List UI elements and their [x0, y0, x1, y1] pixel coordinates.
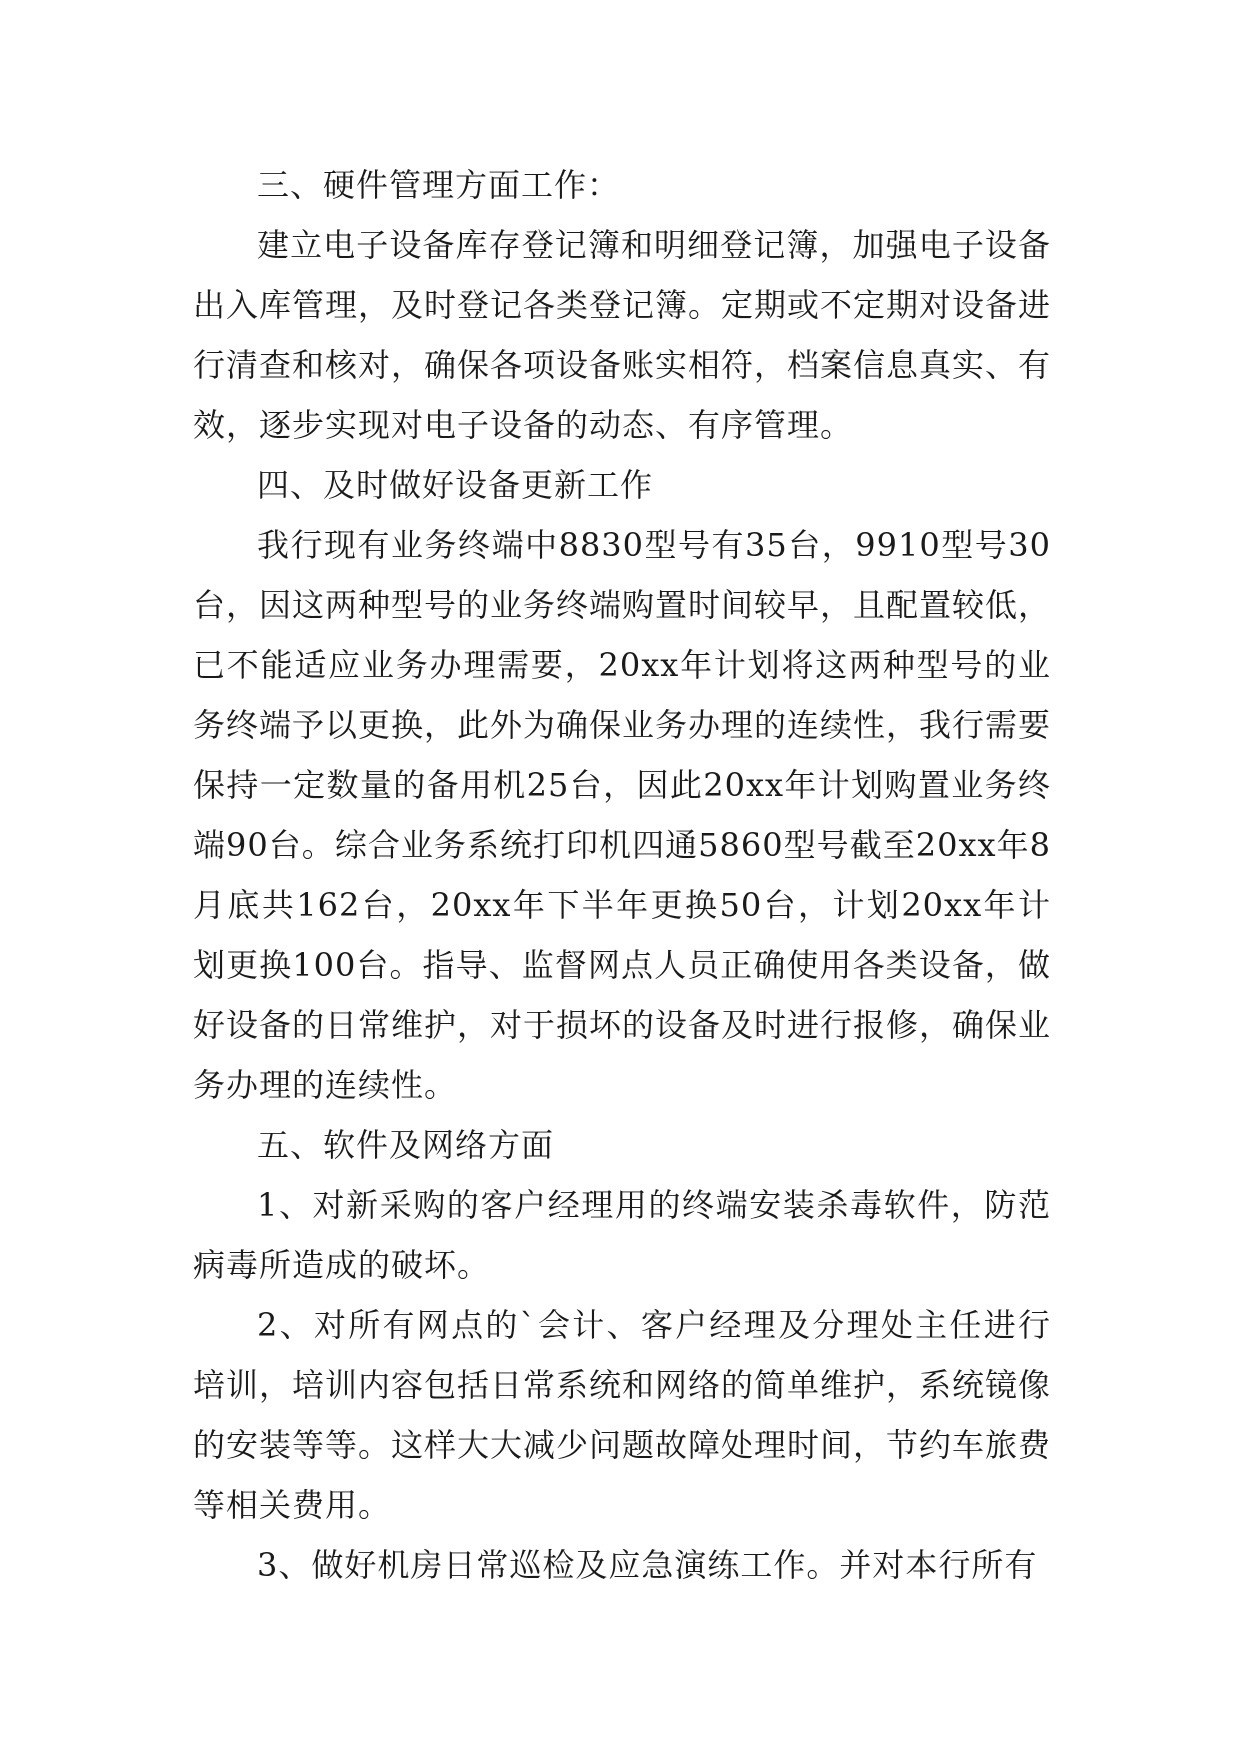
list-item-machine-room: 3、做好机房日常巡检及应急演练工作。并对本行所有 [257, 1546, 1038, 1584]
document-page [193, 155, 1051, 1595]
paragraph-hardware-registry: 建立电子设备库存登记簿和明细登记簿，加强电子设备出入库管理，及时登记各类登记簿。定期或不定期对设备进行清查和核对，确保各项设备账实相符，档案信息真实、有效，逐步实现对电子设备的动态、有序管理。 [193, 226, 1052, 444]
section-heading-hardware: 三、硬件管理方面工作： [257, 166, 621, 204]
paragraph-equipment-update: 我行现有业务终端中8830型号有35台，9910型号30台，因这两种型号的业务终端购置时间较早，且配置较低，已不能适应业务办理需要，20xx年计划将这两种型号的业务终端予以更换，此外为确保业务办理的连续性，我行需要保持一定数量的备用机25台，因此20xx年计划购置业务终端90台。综合业务系统打印机四通5860型号截至20xx年8月底共162台，20xx年下半年更换50台，计划20xx年计划更换100台。指导、监督网点人员正确使用各类设备，做好设备的日常维护，对于损坏的设备及时进行报修，确保业务办理的连续性。 [193, 526, 1052, 1104]
list-item-training: 2、对所有网点的`会计、客户经理及分理处主任进行培训，培训内容包括日常系统和网络的简单维护，系统镜像的安装等等。这样大大减少问题故障处理时间，节约车旅费等相关费用。 [193, 1306, 1052, 1524]
section-heading-equipment-update: 四、及时做好设备更新工作 [257, 466, 654, 504]
section-heading-software-network: 五、软件及网络方面 [257, 1126, 555, 1164]
list-item-antivirus: 1、对新采购的客户经理用的终端安装杀毒软件，防范病毒所造成的破坏。 [193, 1186, 1051, 1284]
